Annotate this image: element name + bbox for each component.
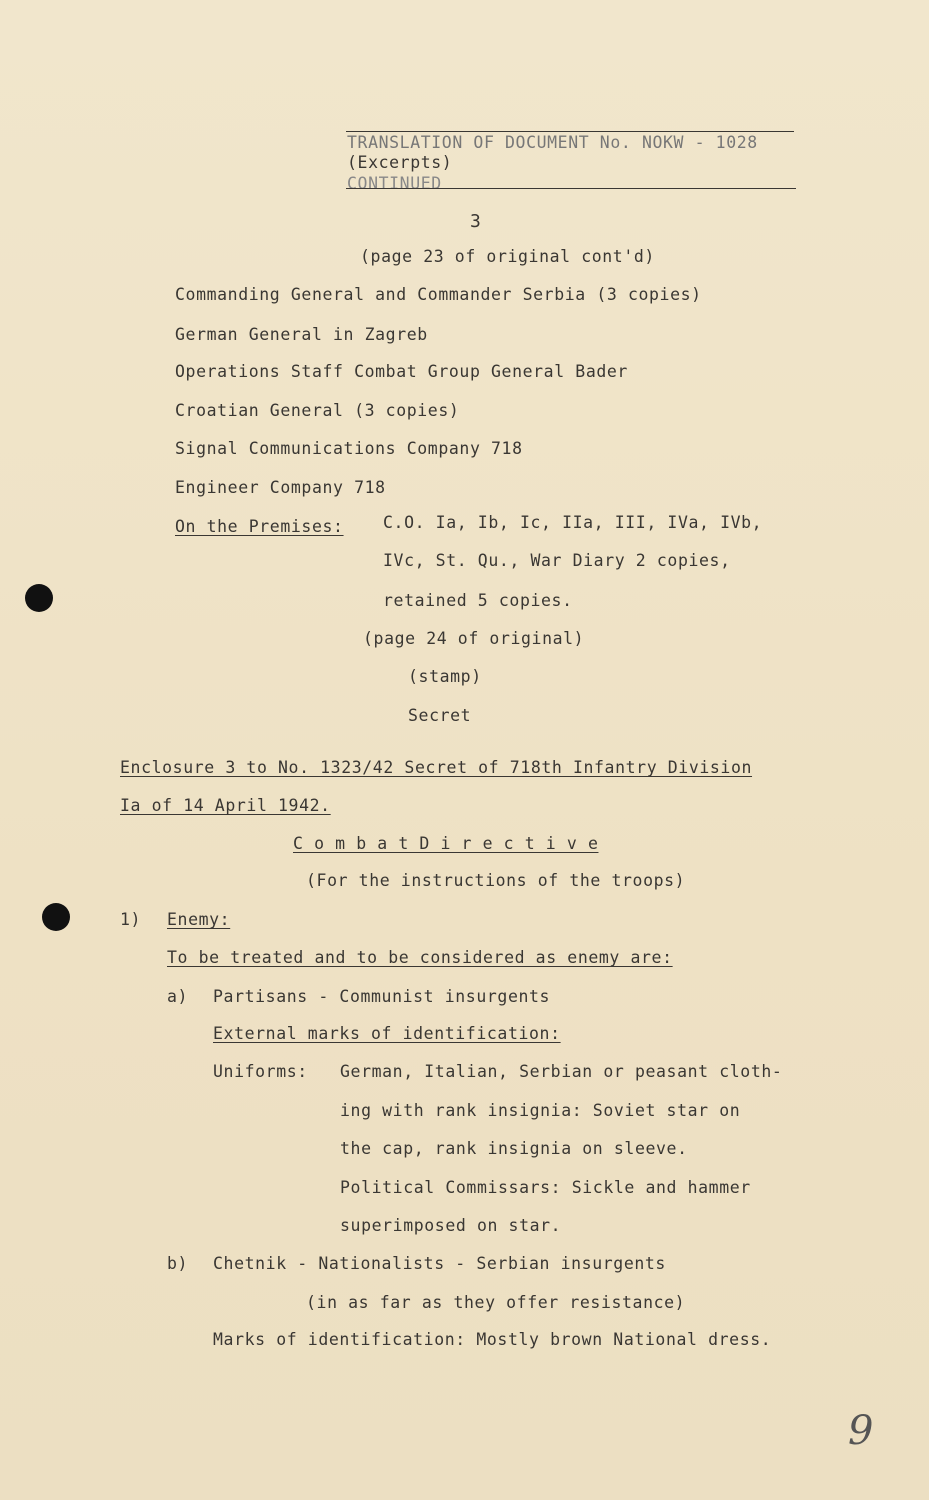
uniforms-line: ing with rank insignia: Soviet star on [340, 1101, 741, 1120]
page-number: 3 [470, 211, 482, 232]
distribution-line: Commanding General and Commander Serbia (3 copies) [175, 285, 702, 304]
section-title: Enemy: [167, 910, 231, 929]
header-top-rule [346, 131, 794, 132]
page-23-note: (page 23 of original cont'd) [360, 247, 655, 266]
handwritten-page-mark: 9 [848, 1408, 874, 1454]
commissars-line: superimposed on star. [340, 1216, 562, 1235]
premises-line: C.O. Ia, Ib, Ic, IIa, III, IVa, IVb, [383, 513, 763, 532]
header-continued: CONTINUED [347, 174, 442, 193]
uniforms-line: the cap, rank insignia on sleeve. [340, 1139, 688, 1158]
item-subtext: (in as far as they offer resistance) [306, 1293, 686, 1312]
stamp-note: (stamp) [408, 667, 482, 686]
distribution-line: Engineer Company 718 [175, 478, 386, 497]
item-label: b) [167, 1254, 189, 1273]
secret-label: Secret [408, 706, 472, 725]
uniforms-line: German, Italian, Serbian or peasant cloth- [340, 1062, 783, 1081]
header-bottom-rule [346, 188, 796, 189]
enclosure-line: Enclosure 3 to No. 1323/42 Secret of 718th Infantry Division [120, 758, 753, 777]
enclosure-line: Ia of 14 April 1942. [120, 796, 331, 815]
premises-line: IVc, St. Qu., War Diary 2 copies, [383, 551, 731, 570]
item-text: Partisans - Communist insurgents [213, 987, 551, 1006]
distribution-line: Croatian General (3 copies) [175, 401, 460, 420]
item-text: Chetnik - Nationalists - Serbian insurgents [213, 1254, 666, 1273]
identification-heading: External marks of identification: [213, 1024, 561, 1043]
item-label: a) [167, 987, 189, 1006]
premises-line: retained 5 copies. [383, 591, 573, 610]
distribution-line: German General in Zagreb [175, 325, 428, 344]
distribution-line: Operations Staff Combat Group General Bader [175, 362, 628, 381]
punch-hole-upper [25, 584, 53, 612]
section-intro: To be treated and to be considered as enemy are: [167, 948, 673, 967]
header-excerpts: (Excerpts) [347, 153, 453, 172]
page-24-note: (page 24 of original) [363, 629, 585, 648]
punch-hole-lower [42, 903, 70, 931]
directive-title: C o m b a t D i r e c t i v e [293, 834, 599, 853]
directive-subtitle: (For the instructions of the troops) [306, 871, 686, 890]
premises-label: On the Premises: [175, 517, 344, 536]
header-title: TRANSLATION OF DOCUMENT No. NOKW - 1028 [347, 133, 758, 152]
distribution-line: Signal Communications Company 718 [175, 439, 523, 458]
commissars-line: Political Commissars: Sickle and hammer [340, 1178, 751, 1197]
uniforms-label: Uniforms: [213, 1062, 308, 1081]
identification-line: Marks of identification: Mostly brown National dress. [213, 1330, 772, 1349]
section-number: 1) [120, 910, 142, 929]
